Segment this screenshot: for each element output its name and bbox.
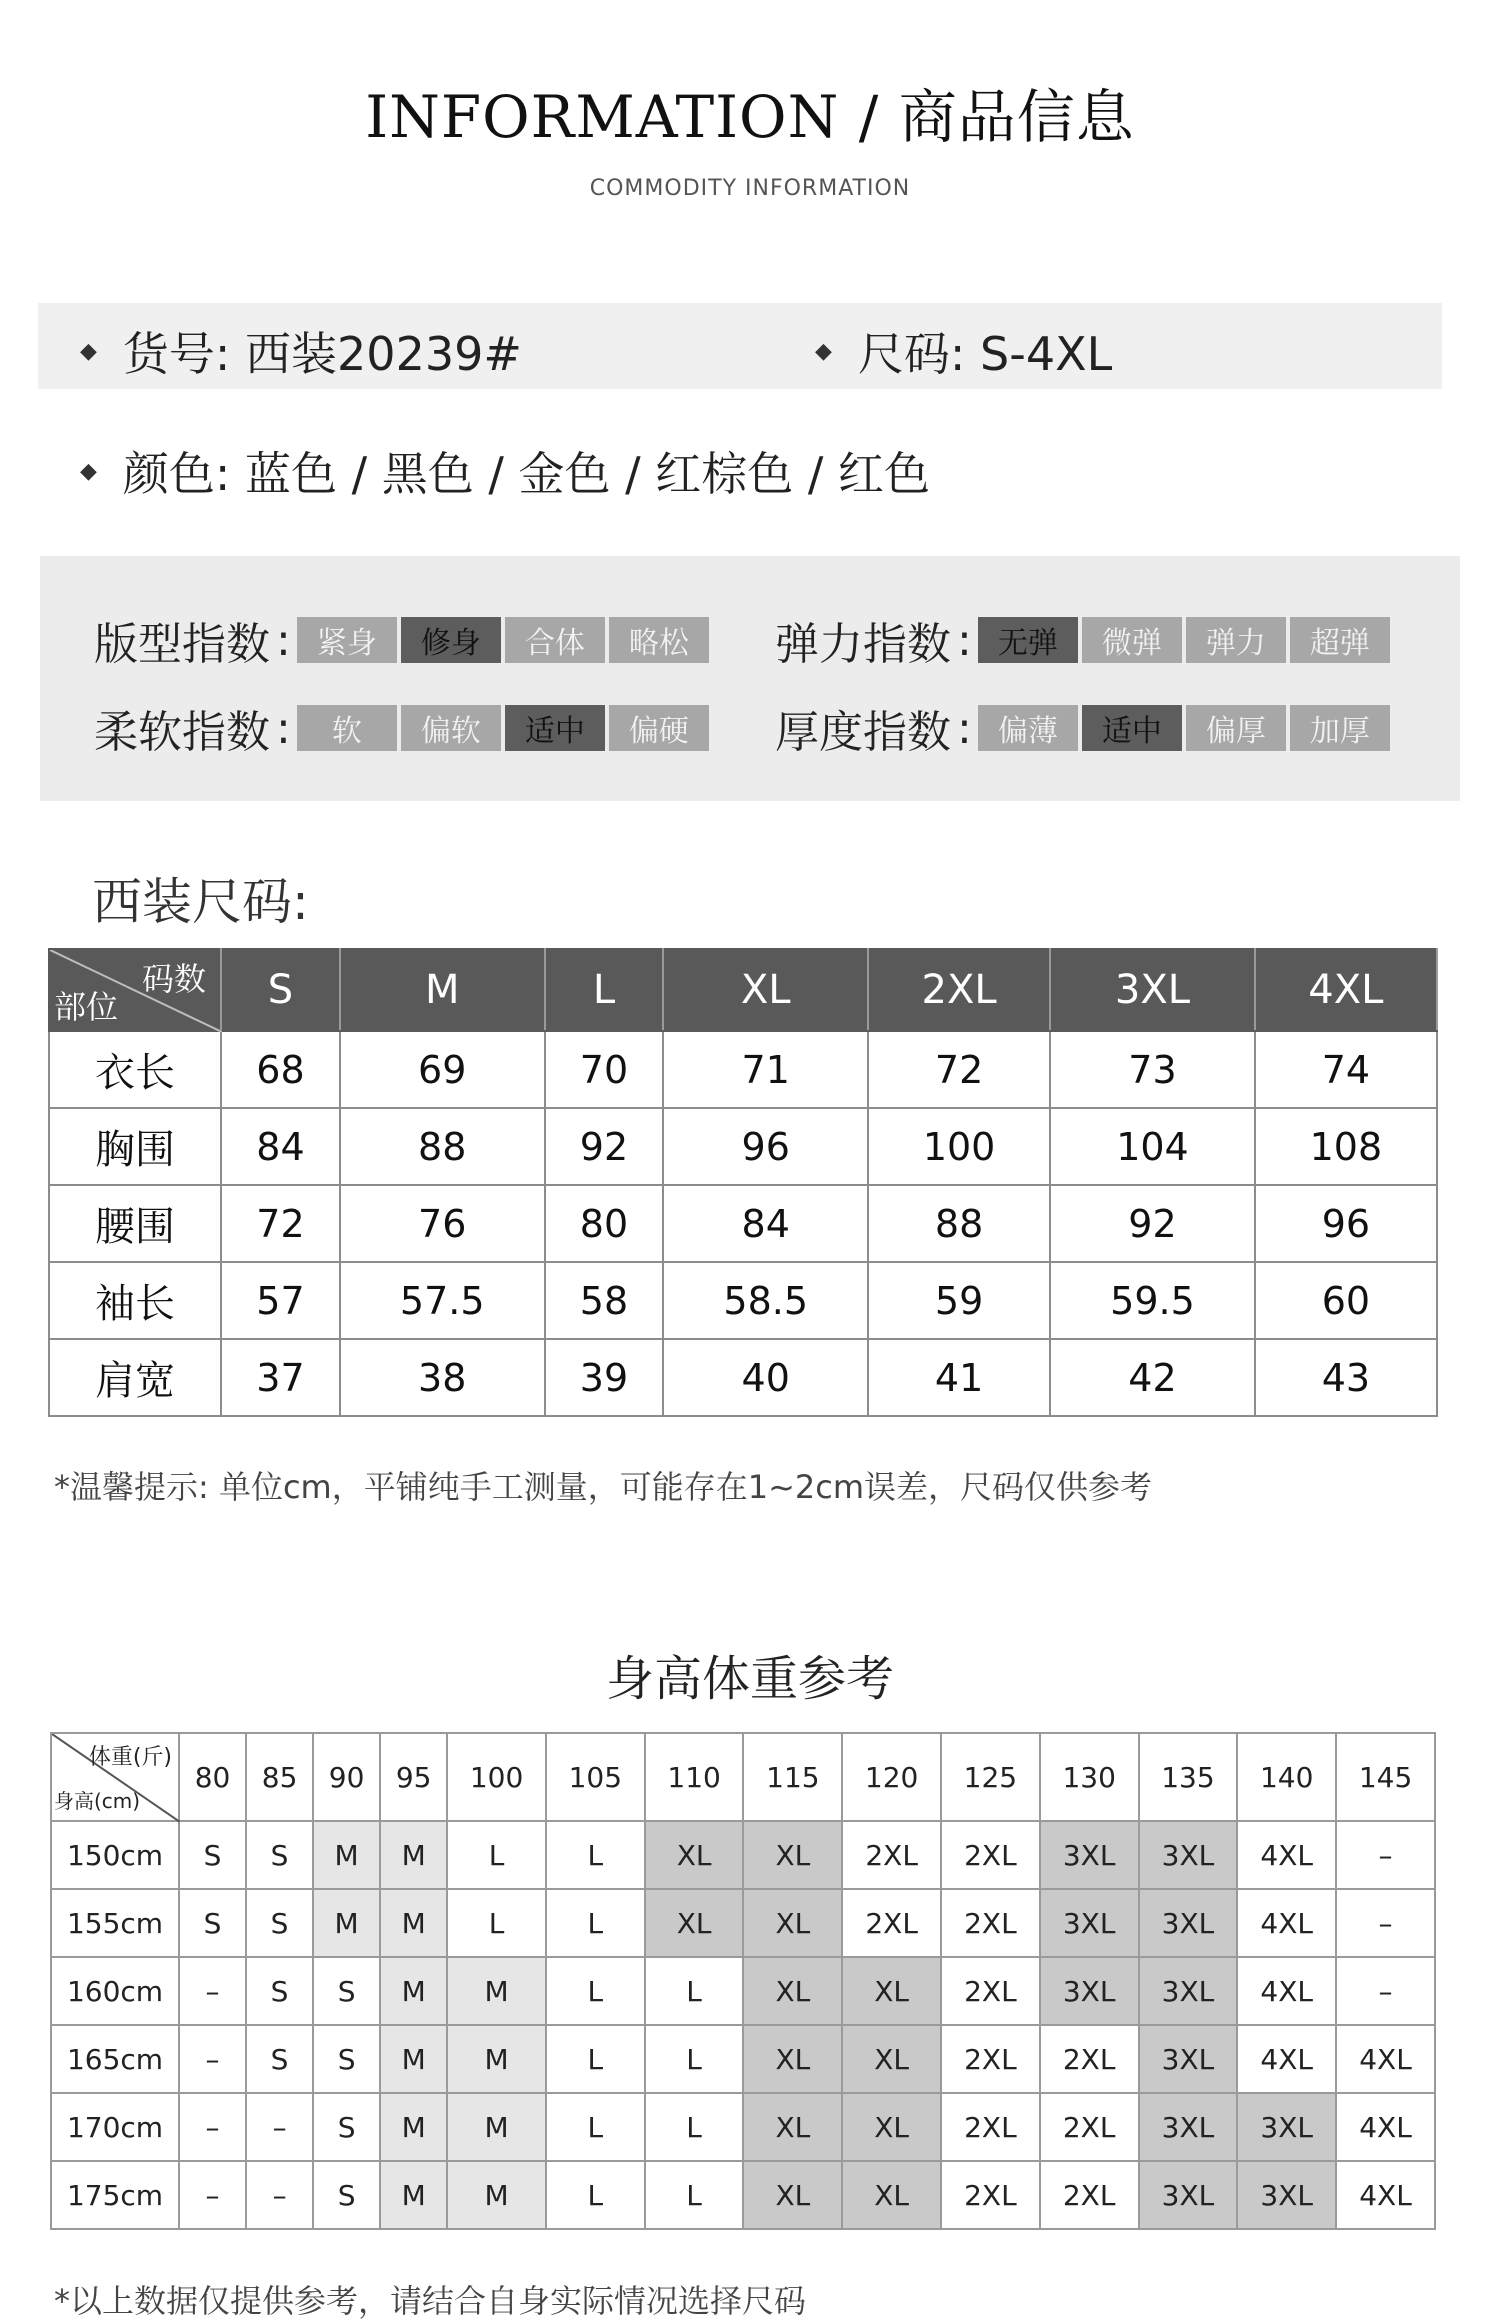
measurement-value: 74 — [1255, 1031, 1437, 1108]
height-label: 160cm — [51, 1957, 179, 2025]
weight-header: 130 — [1040, 1733, 1139, 1821]
size-suggestion: S — [313, 2093, 380, 2161]
size-suggestion: 2XL — [941, 2025, 1040, 2093]
thick-option-selected: 适中 — [1082, 705, 1182, 751]
measurement-value: 72 — [221, 1185, 340, 1262]
item-number-text: 货号: 西装20239# — [122, 327, 522, 381]
size-suggestion: S — [246, 1957, 313, 2025]
fit-option-selected: 修身 — [401, 617, 501, 663]
size-header: 2XL — [868, 949, 1050, 1031]
size-suggestion: 2XL — [1040, 2161, 1139, 2229]
bullet-icon: ◆ — [815, 338, 832, 364]
suit-header-row — [49, 949, 1437, 1031]
size-header: 4XL — [1255, 949, 1437, 1031]
height-row — [51, 1957, 1435, 2025]
size-suggestion: XL — [743, 1957, 842, 2025]
size-suggestion: 4XL — [1237, 1957, 1336, 2025]
size-suggestion: M — [313, 1821, 380, 1889]
size-suggestion: L — [645, 2093, 744, 2161]
height-row — [51, 1889, 1435, 1957]
page-subtitle: COMMODITY INFORMATION — [589, 176, 911, 201]
thick-index — [775, 696, 1394, 760]
suit-size-table — [48, 948, 1438, 1417]
measurement-value: 43 — [1255, 1339, 1437, 1416]
size-suggestion: S — [313, 2161, 380, 2229]
elastic-option: 弹力 — [1186, 617, 1286, 663]
size-suggestion: 4XL — [1237, 2025, 1336, 2093]
measurement-label: 袖长 — [49, 1262, 221, 1339]
size-suggestion: L — [546, 2025, 645, 2093]
suit-note: *温馨提示: 单位cm，平铺纯手工测量，可能存在1~2cm误差，尺码仅供参考 — [54, 1468, 1153, 1506]
size-suggestion: 2XL — [842, 1889, 941, 1957]
size-suggestion: XL — [645, 1821, 744, 1889]
size-suggestion: 2XL — [1040, 2093, 1139, 2161]
weight-header: 80 — [179, 1733, 246, 1821]
measurement-value: 72 — [868, 1031, 1050, 1108]
measurement-label: 衣长 — [49, 1031, 221, 1108]
height-row — [51, 1821, 1435, 1889]
measurement-value: 59.5 — [1050, 1262, 1255, 1339]
suit-row — [49, 1262, 1437, 1339]
title-separator: / — [858, 83, 880, 151]
size-suggestion: L — [546, 2161, 645, 2229]
measurement-value: 58.5 — [663, 1262, 868, 1339]
size-suggestion: 3XL — [1237, 2161, 1336, 2229]
size-range — [815, 318, 1112, 384]
thick-index-label: 厚度指数 — [775, 707, 951, 758]
height-row — [51, 2025, 1435, 2093]
size-suggestion: M — [313, 1889, 380, 1957]
ref-corner-cell — [51, 1733, 179, 1821]
height-label: 150cm — [51, 1821, 179, 1889]
size-suggestion: 3XL — [1040, 1821, 1139, 1889]
measurement-value: 92 — [545, 1108, 664, 1185]
suit-row — [49, 1108, 1437, 1185]
bullet-icon: ◆ — [80, 338, 97, 364]
measurement-value: 92 — [1050, 1185, 1255, 1262]
size-suggestion: L — [645, 2025, 744, 2093]
measurement-value: 41 — [868, 1339, 1050, 1416]
soft-option-selected: 适中 — [505, 705, 605, 751]
measurement-value: 58 — [545, 1262, 664, 1339]
size-suggestion: L — [546, 1821, 645, 1889]
suit-row — [49, 1339, 1437, 1416]
title-en: INFORMATION — [365, 83, 840, 151]
measurement-value: 84 — [663, 1185, 868, 1262]
size-suggestion: L — [546, 2093, 645, 2161]
size-header: L — [545, 949, 664, 1031]
size-suggestion: 3XL — [1040, 1957, 1139, 2025]
weight-header: 125 — [941, 1733, 1040, 1821]
size-suggestion: – — [246, 2161, 313, 2229]
size-suggestion: M — [380, 2161, 447, 2229]
size-suggestion: 4XL — [1237, 1821, 1336, 1889]
size-suggestion: M — [380, 1957, 447, 2025]
suit-size-title: 西装尺码: — [92, 873, 309, 931]
soft-index-label: 柔软指数 — [94, 707, 270, 758]
title-cn: 商品信息 — [898, 83, 1135, 151]
size-suggestion: 3XL — [1139, 1957, 1238, 2025]
size-suggestion: S — [313, 2025, 380, 2093]
size-suggestion: – — [179, 2161, 246, 2229]
size-header: XL — [663, 949, 868, 1031]
size-suggestion: XL — [743, 1889, 842, 1957]
weight-header: 100 — [447, 1733, 546, 1821]
size-suggestion: 3XL — [1139, 1889, 1238, 1957]
size-suggestion: – — [1336, 1821, 1435, 1889]
size-suggestion: M — [380, 2025, 447, 2093]
size-suggestion: 2XL — [941, 1821, 1040, 1889]
size-suggestion: 3XL — [1139, 2093, 1238, 2161]
size-suggestion: L — [645, 1957, 744, 2025]
measurement-value: 84 — [221, 1108, 340, 1185]
thick-option: 偏厚 — [1186, 705, 1286, 751]
size-suggestion: 4XL — [1336, 2093, 1435, 2161]
thick-option: 偏薄 — [978, 705, 1078, 751]
height-label: 170cm — [51, 2093, 179, 2161]
size-suggestion: – — [1336, 1889, 1435, 1957]
page-header — [0, 70, 1500, 201]
measurement-value: 37 — [221, 1339, 340, 1416]
weight-header: 135 — [1139, 1733, 1238, 1821]
measurement-value: 69 — [340, 1031, 545, 1108]
height-label: 155cm — [51, 1889, 179, 1957]
size-suggestion: – — [246, 2093, 313, 2161]
weight-header: 140 — [1237, 1733, 1336, 1821]
size-suggestion: M — [447, 2025, 546, 2093]
size-suggestion: 2XL — [941, 1889, 1040, 1957]
weight-header: 110 — [645, 1733, 744, 1821]
reference-note: *以上数据仅提供参考，请结合自身实际情况选择尺码 — [54, 2282, 807, 2320]
weight-header: 95 — [380, 1733, 447, 1821]
measurement-value: 100 — [868, 1108, 1050, 1185]
size-header: 3XL — [1050, 949, 1255, 1031]
size-suggestion: M — [447, 2161, 546, 2229]
size-suggestion: XL — [645, 1889, 744, 1957]
weight-header: 145 — [1336, 1733, 1435, 1821]
height-row — [51, 2093, 1435, 2161]
size-suggestion: S — [179, 1821, 246, 1889]
size-header: M — [340, 949, 545, 1031]
size-suggestion: 2XL — [941, 2161, 1040, 2229]
suit-row — [49, 1185, 1437, 1262]
size-suggestion: S — [246, 1889, 313, 1957]
colon: : — [276, 702, 291, 754]
size-suggestion: 2XL — [842, 1821, 941, 1889]
size-suggestion: – — [1336, 1957, 1435, 2025]
measurement-label: 腰围 — [49, 1185, 221, 1262]
size-suggestion: 3XL — [1237, 2093, 1336, 2161]
bullet-icon: ◆ — [80, 458, 97, 484]
size-suggestion: 3XL — [1040, 1889, 1139, 1957]
fit-option: 合体 — [505, 617, 605, 663]
size-suggestion: 2XL — [1040, 2025, 1139, 2093]
color-list — [80, 438, 930, 504]
ref-corner-bottom: 身高(cm) — [54, 1789, 141, 1813]
size-suggestion: M — [447, 2093, 546, 2161]
measurement-value: 96 — [663, 1108, 868, 1185]
measurement-value: 59 — [868, 1262, 1050, 1339]
measurement-value: 96 — [1255, 1185, 1437, 1262]
soft-option: 软 — [297, 705, 397, 751]
fit-option: 紧身 — [297, 617, 397, 663]
soft-index — [94, 696, 713, 760]
colon: : — [957, 702, 972, 754]
measurement-value: 57.5 — [340, 1262, 545, 1339]
suit-row — [49, 1031, 1437, 1108]
reference-title: 身高体重参考 — [605, 1651, 894, 1707]
measurement-value: 42 — [1050, 1339, 1255, 1416]
measurement-value: 88 — [340, 1108, 545, 1185]
size-suggestion: L — [645, 2161, 744, 2229]
size-suggestion: M — [380, 1821, 447, 1889]
elastic-option-selected: 无弹 — [978, 617, 1078, 663]
size-suggestion: – — [179, 2093, 246, 2161]
measurement-label: 肩宽 — [49, 1339, 221, 1416]
size-suggestion: XL — [743, 2093, 842, 2161]
size-suggestion: L — [546, 1957, 645, 2025]
soft-option: 偏硬 — [609, 705, 709, 751]
corner-bottom-label: 部位 — [54, 988, 119, 1026]
size-suggestion: XL — [842, 2161, 941, 2229]
measurement-value: 57 — [221, 1262, 340, 1339]
suit-corner-cell — [49, 949, 221, 1031]
size-suggestion: S — [313, 1957, 380, 2025]
colon: : — [276, 614, 291, 666]
size-suggestion: L — [447, 1889, 546, 1957]
weight-header: 120 — [842, 1733, 941, 1821]
measurement-value: 68 — [221, 1031, 340, 1108]
measurement-value: 71 — [663, 1031, 868, 1108]
size-range-text: 尺码: S-4XL — [857, 327, 1113, 381]
size-suggestion: – — [179, 2025, 246, 2093]
measurement-value: 39 — [545, 1339, 664, 1416]
size-suggestion: S — [179, 1889, 246, 1957]
corner-top-label: 码数 — [141, 960, 206, 998]
height-label: 175cm — [51, 2161, 179, 2229]
size-suggestion: M — [447, 1957, 546, 2025]
measurement-label: 胸围 — [49, 1108, 221, 1185]
ref-corner-top: 体重(斤) — [88, 1745, 172, 1770]
size-suggestion: XL — [743, 1821, 842, 1889]
fit-index-label: 版型指数 — [94, 619, 270, 670]
elastic-index-label: 弹力指数 — [775, 619, 951, 670]
size-suggestion: 4XL — [1336, 2025, 1435, 2093]
measurement-value: 80 — [545, 1185, 664, 1262]
weight-header: 115 — [743, 1733, 842, 1821]
elastic-option: 微弹 — [1082, 617, 1182, 663]
size-suggestion: XL — [743, 2161, 842, 2229]
size-suggestion: 2XL — [941, 2093, 1040, 2161]
index-panel — [40, 556, 1460, 801]
weight-header: 85 — [246, 1733, 313, 1821]
size-suggestion: S — [246, 1821, 313, 1889]
elastic-option: 超弹 — [1290, 617, 1390, 663]
size-suggestion: 4XL — [1336, 2161, 1435, 2229]
size-suggestion: 2XL — [941, 1957, 1040, 2025]
size-suggestion: M — [380, 1889, 447, 1957]
measurement-value: 70 — [545, 1031, 664, 1108]
color-list-text: 颜色: 蓝色 / 黑色 / 金色 / 红棕色 / 红色 — [122, 447, 931, 501]
measurement-value: 60 — [1255, 1262, 1437, 1339]
soft-option: 偏软 — [401, 705, 501, 751]
measurement-value: 104 — [1050, 1108, 1255, 1185]
weight-header: 90 — [313, 1733, 380, 1821]
thick-option: 加厚 — [1290, 705, 1390, 751]
size-suggestion: L — [546, 1889, 645, 1957]
size-suggestion: S — [246, 2025, 313, 2093]
size-suggestion: XL — [842, 2093, 941, 2161]
measurement-value: 38 — [340, 1339, 545, 1416]
weight-header: 105 — [546, 1733, 645, 1821]
measurement-value: 40 — [663, 1339, 868, 1416]
size-suggestion: 4XL — [1237, 1889, 1336, 1957]
height-label: 165cm — [51, 2025, 179, 2093]
height-row — [51, 2161, 1435, 2229]
size-suggestion: M — [380, 2093, 447, 2161]
size-suggestion: XL — [842, 1957, 941, 2025]
fit-option: 略松 — [609, 617, 709, 663]
size-suggestion: 3XL — [1139, 1821, 1238, 1889]
elastic-index — [775, 608, 1394, 672]
size-header: S — [221, 949, 340, 1031]
measurement-value: 88 — [868, 1185, 1050, 1262]
page-title — [0, 70, 1500, 154]
fit-index — [94, 608, 713, 672]
measurement-value: 108 — [1255, 1108, 1437, 1185]
size-suggestion: XL — [842, 2025, 941, 2093]
height-weight-table — [50, 1732, 1436, 2230]
item-number — [80, 318, 522, 384]
size-suggestion: XL — [743, 2025, 842, 2093]
size-suggestion: L — [447, 1821, 546, 1889]
size-suggestion: – — [179, 1957, 246, 2025]
weight-header-row — [51, 1733, 1435, 1821]
size-suggestion: 3XL — [1139, 2025, 1238, 2093]
measurement-value: 73 — [1050, 1031, 1255, 1108]
colon: : — [957, 614, 972, 666]
size-suggestion: 3XL — [1139, 2161, 1238, 2229]
measurement-value: 76 — [340, 1185, 545, 1262]
